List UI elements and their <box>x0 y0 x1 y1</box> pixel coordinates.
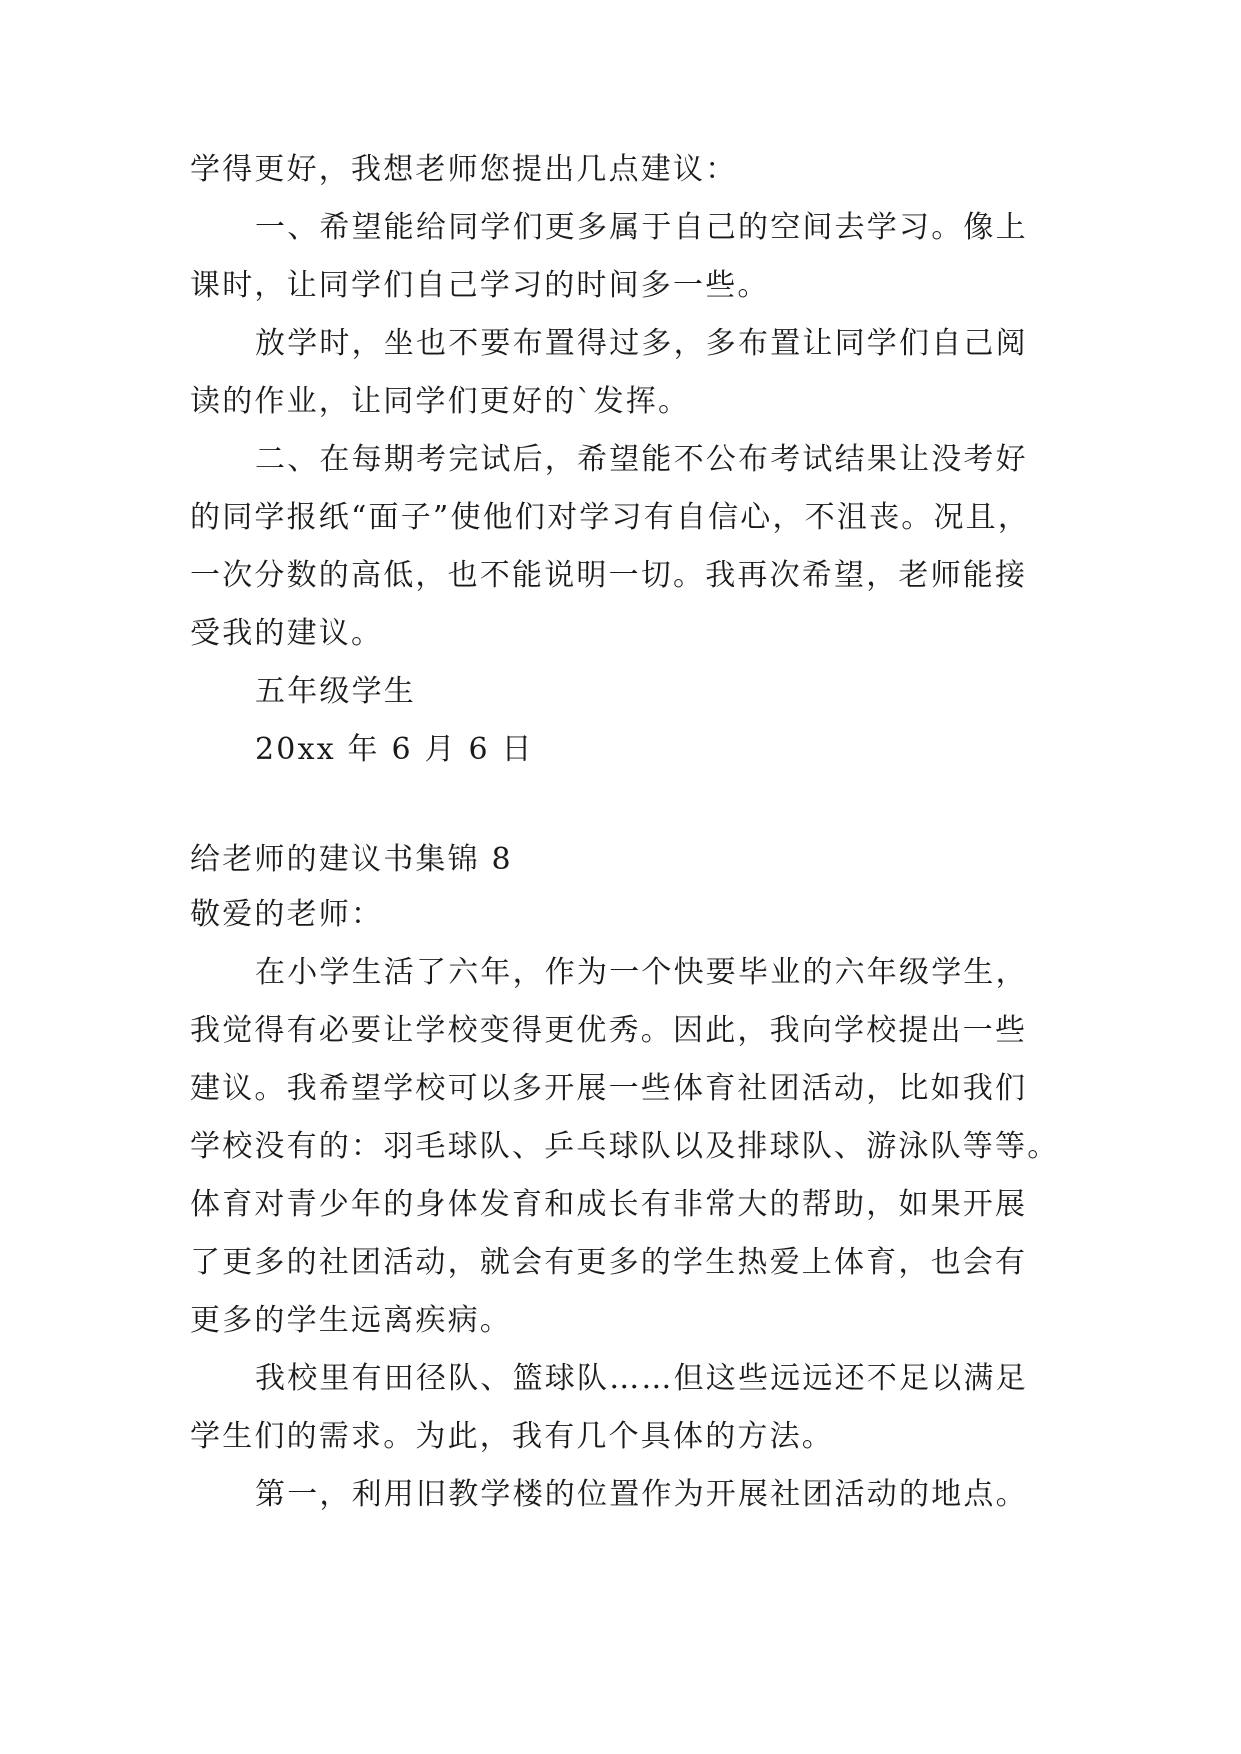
signature-line: 五年级学生 <box>255 674 416 709</box>
text-line: 我校里有田径队、篮球队……但这些远远还不足以满足 <box>255 1361 1028 1396</box>
text-line: 学生们的需求。为此，我有几个具体的方法。 <box>190 1419 834 1454</box>
text-line: 建议。我希望学校可以多开展一些体育社团活动，比如我们 <box>190 1071 1028 1106</box>
text-line: 一次分数的高低，也不能说明一切。我再次希望，老师能接 <box>190 558 1028 593</box>
text-line: 受我的建议。 <box>190 616 384 651</box>
text-line: 课时，让同学们自己学习的时间多一些。 <box>190 268 770 303</box>
text-line: 的同学报纸“面子”使他们对学习有自信心，不沮丧。况且， <box>190 500 1031 535</box>
text-line: 了更多的社团活动，就会有更多的学生热爱上体育，也会有 <box>190 1245 1028 1280</box>
text-line: 学校没有的：羽毛球队、乒乓球队以及排球队、游泳队等等。 <box>190 1129 1060 1164</box>
section-title: 给老师的建议书集锦 8 <box>190 842 513 877</box>
text-line: 读的作业，让同学们更好的`发挥。 <box>190 384 691 419</box>
salutation: 敬爱的老师： <box>190 897 384 932</box>
date-line: 20xx 年 6 月 6 日 <box>255 732 534 767</box>
text-line: 更多的学生远离疾病。 <box>190 1303 512 1338</box>
text-line: 我觉得有必要让学校变得更优秀。因此，我向学校提出一些 <box>190 1013 1028 1048</box>
text-line: 第一，利用旧教学楼的位置作为开展社团活动的地点。 <box>255 1477 1028 1512</box>
text-line: 二、在每期考完试后，希望能不公布考试结果让没考好 <box>255 442 1028 477</box>
text-line: 一、希望能给同学们更多属于自己的空间去学习。像上 <box>255 210 1028 245</box>
text-line: 在小学生活了六年，作为一个快要毕业的六年级学生， <box>255 955 1028 990</box>
text-line: 学得更好，我想老师您提出几点建议： <box>190 152 738 187</box>
text-line: 放学时，坐也不要布置得过多，多布置让同学们自己阅 <box>255 326 1028 361</box>
text-line: 体育对青少年的身体发育和成长有非常大的帮助，如果开展 <box>190 1187 1028 1222</box>
